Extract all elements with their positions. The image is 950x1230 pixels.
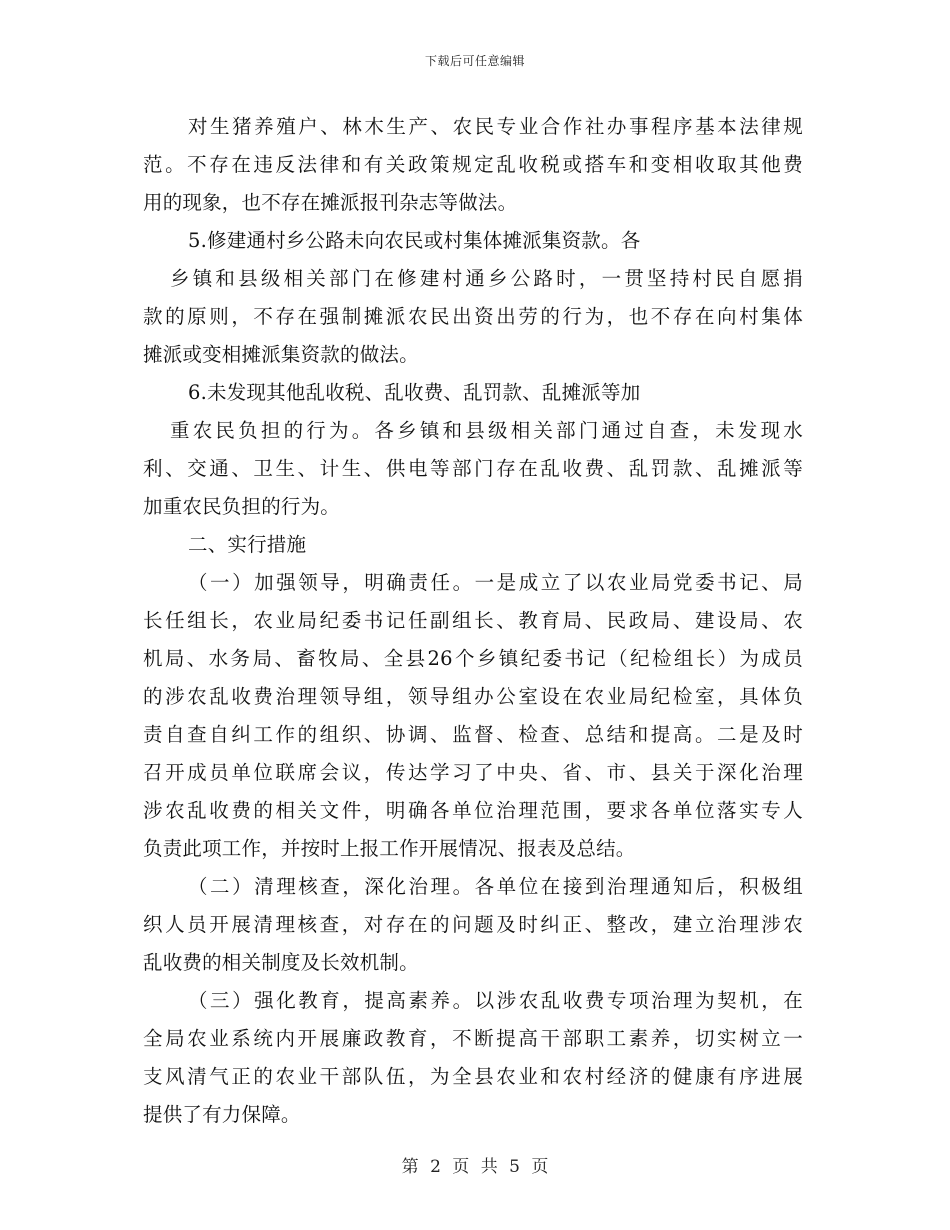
paragraph-line: （一）加强领导，明确责任。一是成立了以农业局党委书记、局 bbox=[188, 571, 803, 594]
paragraph-line: 责自查自纠工作的组织、协调、监督、检查、总结和提高。二是及时 bbox=[143, 723, 803, 746]
paragraph-line: 长任组长，农业局纪委书记任副组长、教育局、民政局、建设局、农 bbox=[143, 609, 803, 632]
paragraph-line: （二）清理核查，深化治理。各单位在接到治理通知后，积极组 bbox=[188, 875, 803, 898]
paragraph-line: 重农民负担的行为。各乡镇和县级相关部门通过自查，未发现水 bbox=[170, 419, 803, 442]
paragraph-line: 机局、水务局、畜牧局、全县26个乡镇纪委书记（纪检组长）为成员 bbox=[143, 647, 803, 670]
section-heading: 二、实行措施 bbox=[188, 533, 307, 556]
paragraph-line: 乱收费的相关制度及长效机制。 bbox=[143, 951, 419, 974]
paragraph-line: 范。不存在违反法律和有关政策规定乱收税或搭车和变相收取其他费 bbox=[143, 153, 803, 176]
list-item-heading: 6.未发现其他乱收税、乱收费、乱罚款、乱摊派等加 bbox=[188, 381, 641, 404]
paragraph-line: 支风清气正的农业干部队伍，为全县农业和农村经济的健康有序进展 bbox=[143, 1065, 803, 1088]
paragraph-line: 用的现象，也不存在摊派报刊杂志等做法。 bbox=[143, 191, 518, 214]
paragraph-line: 对生猪养殖户、林木生产、农民专业合作社办事程序基本法律规 bbox=[188, 115, 803, 138]
paragraph-line: 的涉农乱收费治理领导组，领导组办公室设在农业局纪检室，具体负 bbox=[143, 685, 803, 708]
paragraph-line: 负责此项工作，并按时上报工作开展情况、报表及总结。 bbox=[143, 837, 636, 860]
list-item-heading: 5.修建通村乡公路未向农民或村集体摊派集资款。各 bbox=[188, 229, 641, 252]
paragraph-line: 乡镇和县级相关部门在修建村通乡公路时，一贯坚持村民自愿捐 bbox=[170, 267, 803, 290]
paragraph-line: 摊派或变相摊派集资款的做法。 bbox=[143, 343, 419, 366]
paragraph-line: 提供了有力保障。 bbox=[143, 1103, 301, 1126]
paragraph-line: 全局农业系统内开展廉政教育，不断提高干部职工素养，切实树立一 bbox=[143, 1027, 803, 1050]
page-header: 下载后可任意编辑 bbox=[424, 54, 525, 68]
document-body bbox=[143, 108, 803, 1134]
paragraph-line: 召开成员单位联席会议，传达学习了中央、省、市、县关于深化治理 bbox=[143, 761, 803, 784]
paragraph-line: 加重农民负担的行为。 bbox=[143, 495, 341, 518]
paragraph-line: 利、交通、卫生、计生、供电等部门存在乱收费、乱罚款、乱摊派等 bbox=[143, 457, 803, 480]
page-footer: 第 2 页 共 5 页 bbox=[401, 1157, 549, 1177]
paragraph-line: （三）强化教育，提高素养。以涉农乱收费专项治理为契机，在 bbox=[188, 989, 803, 1012]
paragraph-line: 涉农乱收费的相关文件，明确各单位治理范围，要求各单位落实专人 bbox=[143, 799, 803, 822]
paragraph-line: 款的原则，不存在强制摊派农民出资出劳的行为，也不存在向村集体 bbox=[143, 305, 803, 328]
paragraph-line: 织人员开展清理核查，对存在的问题及时纠正、整改，建立治理涉农 bbox=[143, 913, 803, 936]
